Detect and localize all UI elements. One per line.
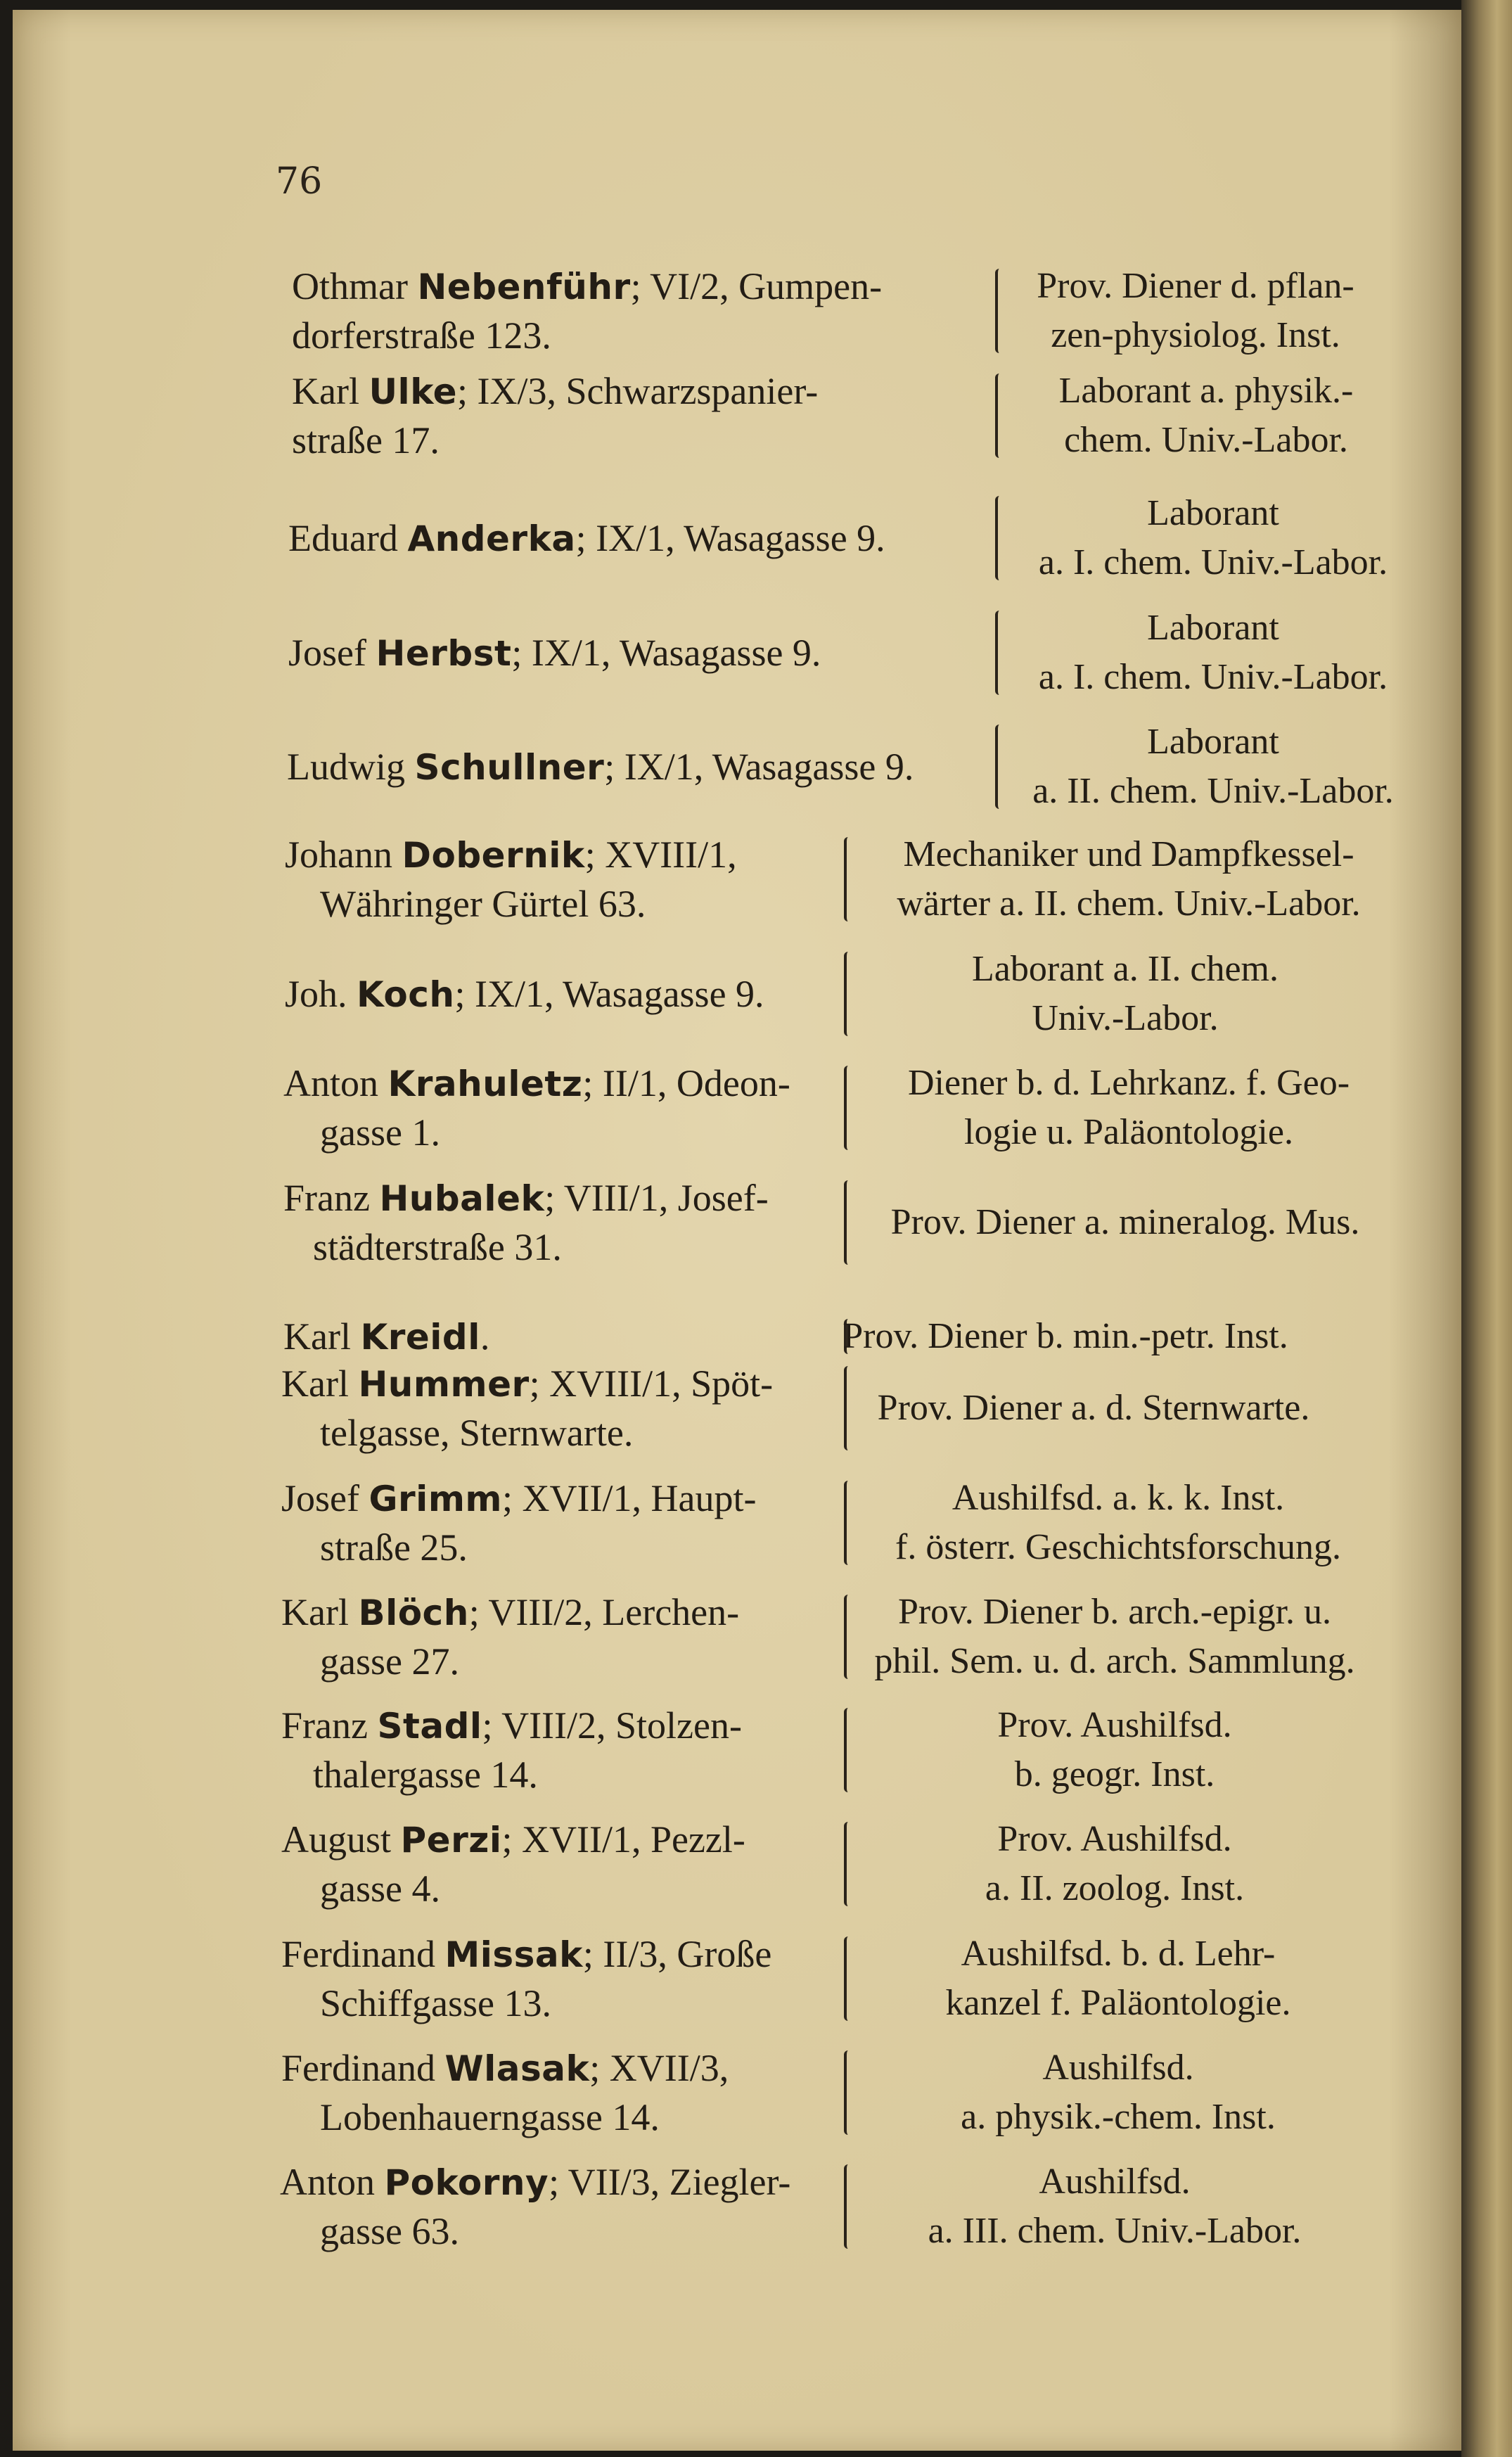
entry-name-line <box>281 1588 739 1638</box>
surname: Hummer <box>358 1364 530 1405</box>
role-line: Prov. Aushilfsd. <box>997 1819 1232 1859</box>
entry-name-line <box>281 2043 729 2093</box>
address: . <box>480 1315 490 1358</box>
entry-name-line <box>283 1312 489 1362</box>
address: ; IX/1, Wasagasse 9. <box>604 746 914 788</box>
entry-name-line <box>283 1059 790 1109</box>
first-name: Othmar <box>292 265 418 307</box>
entry-name-line <box>283 1173 769 1223</box>
role-line-continuation: b. geogr. Inst. <box>1014 1754 1215 1794</box>
surname: Stadl <box>377 1706 482 1747</box>
role-line-continuation: wärter a. II. chem. Univ.-Labor. <box>897 883 1361 924</box>
address: ; XVIII/1, Spöt- <box>529 1362 774 1405</box>
role-line: Diener b. d. Lehrkanz. f. Geo- <box>907 1063 1350 1103</box>
role-line: Prov. Diener a. mineralog. Mus. <box>890 1202 1360 1242</box>
entry-name-line <box>285 969 764 1019</box>
first-name: Karl <box>283 1315 361 1358</box>
address-continuation: Lobenhauerngasse 14. <box>320 2096 660 2138</box>
role-line: Aushilfsd. <box>1042 2048 1194 2088</box>
address-continuation: Schiffgasse 13. <box>320 1982 551 2024</box>
address: ; VIII/2, Lerchen- <box>468 1591 740 1633</box>
role-line-continuation: a. II. zoolog. Inst. <box>985 1868 1245 1908</box>
surname: Hubalek <box>379 1178 545 1219</box>
first-name: Ferdinand <box>281 2047 445 2089</box>
first-name: Karl <box>281 1362 359 1405</box>
surname: Koch <box>357 974 455 1015</box>
address-continuation: gasse 27. <box>320 1640 459 1683</box>
surname: Wlasak <box>444 2048 590 2089</box>
role-line: Aushilfsd. <box>1039 2162 1191 2202</box>
role-line: Prov. Diener b. arch.-epigr. u. <box>897 1592 1332 1632</box>
first-name: Ludwig <box>287 746 415 788</box>
entry-name-line <box>280 2157 790 2207</box>
address-continuation: Währinger Gürtel 63. <box>320 883 646 925</box>
page-number: 76 <box>276 160 323 203</box>
first-name: Eduard <box>288 517 408 559</box>
role-line-continuation: f. österr. Geschichtsforschung. <box>895 1527 1341 1567</box>
address: ; IX/1, Wasagasse 9. <box>454 973 764 1015</box>
role-line: Aushilfsd. b. d. Lehr- <box>961 1934 1276 1974</box>
address: ; XVII/3, <box>589 2047 729 2089</box>
entry-name-line <box>281 1929 771 1979</box>
address: ; VI/2, Gumpen- <box>630 265 883 307</box>
role-line: Laborant <box>1147 493 1279 533</box>
first-name: Josef <box>281 1477 369 1519</box>
role-line: Laborant a. physik.- <box>1058 371 1354 411</box>
role-line: Laborant <box>1147 608 1279 648</box>
address: ; II/3, Große <box>582 1933 772 1975</box>
address-continuation: städterstraße 31. <box>313 1226 562 1268</box>
role-line: Prov. Diener a. d. Sternwarte. <box>877 1388 1310 1428</box>
surname: Kreidl <box>360 1317 480 1358</box>
role-line: Laborant a. II. chem. <box>971 949 1279 989</box>
role-line-continuation: phil. Sem. u. d. arch. Sammlung. <box>874 1641 1355 1681</box>
surname: Herbst <box>376 633 512 674</box>
role-line: Mechaniker und Dampfkessel- <box>903 834 1354 874</box>
first-name: Josef <box>288 632 376 674</box>
entry-name-line <box>281 1701 742 1751</box>
address: ; XVII/1, Pezzl- <box>501 1818 745 1861</box>
address: ; VIII/1, Josef- <box>544 1177 769 1219</box>
role-line-continuation: a. I. chem. Univ.-Labor. <box>1038 657 1388 697</box>
role-line-continuation: a. III. chem. Univ.-Labor. <box>928 2211 1302 2251</box>
surname: Nebenführ <box>417 267 631 307</box>
surname: Krahuletz <box>387 1064 583 1104</box>
first-name: Karl <box>292 370 369 412</box>
address-continuation: gasse 63. <box>320 2210 459 2252</box>
address: ; VII/3, Ziegler- <box>549 2161 791 2203</box>
entry-name-line <box>292 262 882 312</box>
address-continuation: gasse 1. <box>320 1111 440 1154</box>
entry-name-line <box>288 513 885 563</box>
address-continuation: straße 25. <box>320 1526 468 1569</box>
address-continuation: telgasse, Sternwarte. <box>320 1412 634 1454</box>
role-line-continuation: Univ.-Labor. <box>1032 998 1219 1038</box>
role-line: Prov. Diener b. min.-petr. Inst. <box>843 1316 1288 1356</box>
first-name: Franz <box>283 1177 380 1219</box>
entry-name-line <box>285 830 737 880</box>
first-name: Ferdinand <box>281 1933 445 1975</box>
address: ; XVIII/1, <box>584 834 737 876</box>
role-line-continuation: a. II. chem. Univ.-Labor. <box>1032 771 1394 811</box>
entry-name-line <box>288 628 821 678</box>
entry-name-line <box>287 742 914 792</box>
role-line-continuation: chem. Univ.-Labor. <box>1064 420 1348 460</box>
address: ; IX/3, Schwarzspanier- <box>457 370 819 412</box>
address-continuation: thalergasse 14. <box>313 1754 538 1796</box>
role-line: Prov. Aushilfsd. <box>997 1705 1232 1745</box>
first-name: Joh. <box>285 973 357 1015</box>
surname: Ulke <box>369 371 458 412</box>
surname: Dobernik <box>402 835 585 876</box>
first-name: August <box>281 1818 401 1861</box>
surname: Anderka <box>407 518 576 559</box>
role-line: Laborant <box>1147 722 1279 762</box>
first-name: Anton <box>280 2161 385 2203</box>
entry-name-line <box>281 1815 745 1865</box>
address-continuation: gasse 4. <box>320 1868 440 1910</box>
address: ; IX/1, Wasagasse 9. <box>511 632 821 674</box>
first-name: Franz <box>281 1704 378 1747</box>
address: ; IX/1, Wasagasse 9. <box>575 517 885 559</box>
surname: Schullner <box>414 747 605 788</box>
address: ; VIII/2, Stolzen- <box>482 1704 742 1747</box>
surname: Perzi <box>400 1820 502 1861</box>
role-line-continuation: logie u. Paläontologie. <box>964 1112 1293 1152</box>
address-continuation: straße 17. <box>292 419 440 461</box>
first-name: Anton <box>283 1062 388 1104</box>
role-line: Aushilfsd. a. k. k. Inst. <box>952 1478 1285 1518</box>
role-line-continuation: a. physik.-chem. Inst. <box>961 2097 1276 2137</box>
role-line-continuation: zen-physiolog. Inst. <box>1051 315 1340 355</box>
role-line: Prov. Diener d. pflan- <box>1037 266 1354 306</box>
role-line-continuation: a. I. chem. Univ.-Labor. <box>1038 542 1388 582</box>
role-line-continuation: kanzel f. Paläontologie. <box>945 1983 1291 2023</box>
entry-name-line <box>292 366 818 416</box>
address-continuation: dorferstraße 123. <box>292 314 551 357</box>
entry-name-line <box>281 1359 773 1409</box>
surname: Pokorny <box>384 2162 549 2203</box>
entry-name-line <box>281 1474 756 1524</box>
address: ; II/1, Odeon- <box>582 1062 790 1104</box>
surname: Missak <box>444 1934 583 1975</box>
first-name: Johann <box>285 834 402 876</box>
surname: Grimm <box>369 1479 503 1519</box>
first-name: Karl <box>281 1591 359 1633</box>
address: ; XVII/1, Haupt- <box>502 1477 757 1519</box>
surname: Blöch <box>358 1593 469 1633</box>
